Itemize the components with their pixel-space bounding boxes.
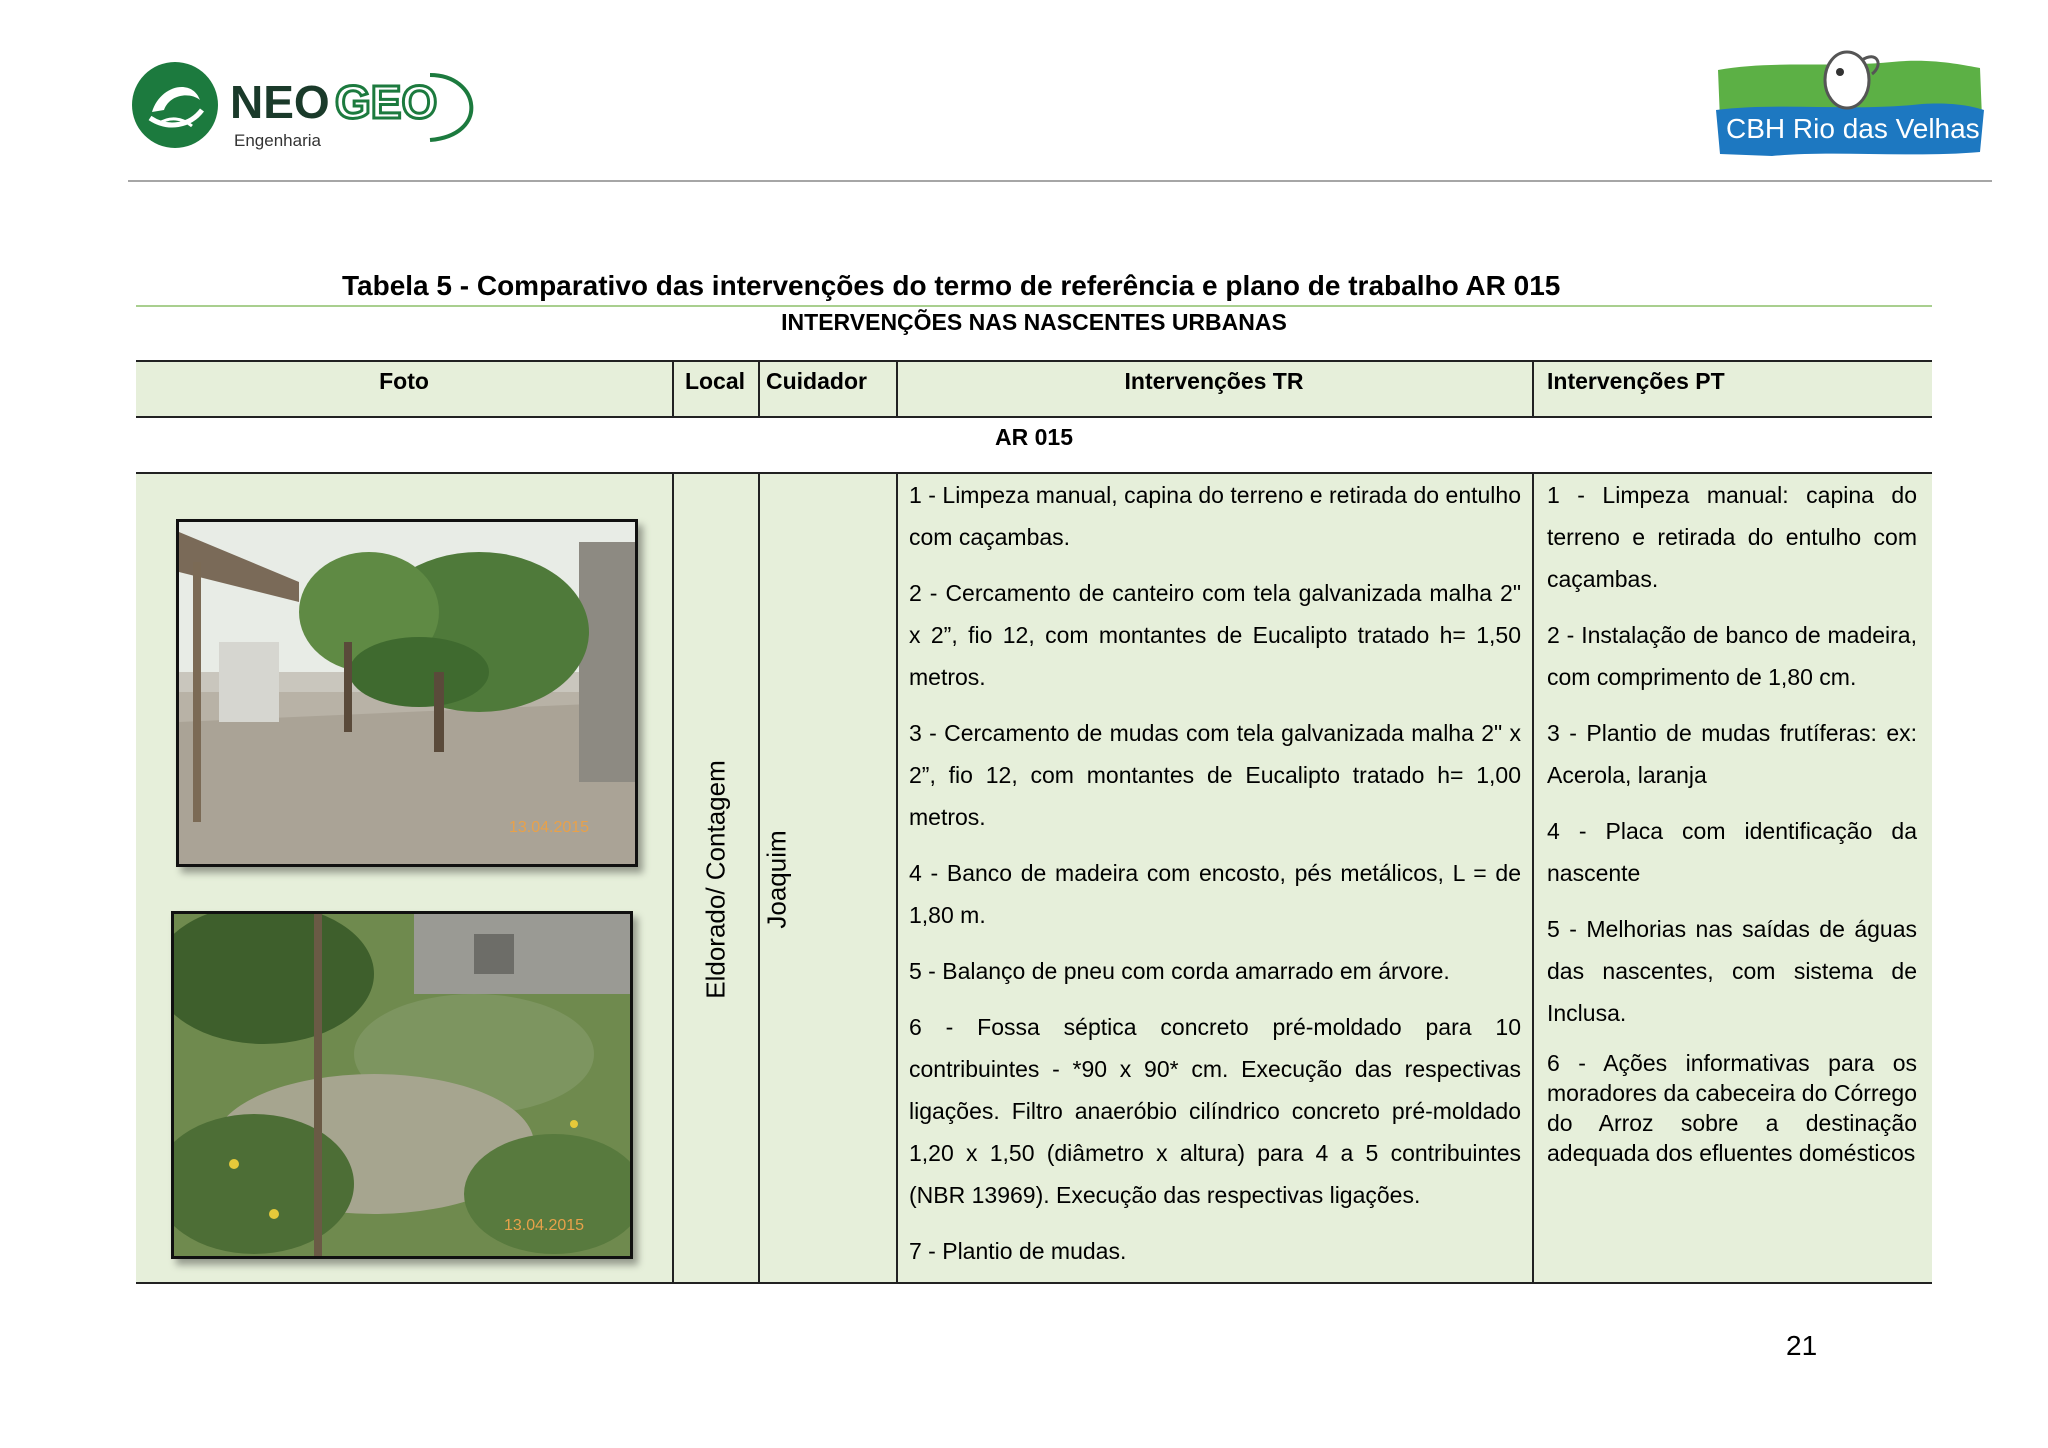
svg-text:CBH Rio das Velhas: CBH Rio das Velhas [1726, 113, 1980, 144]
header-local: Local [684, 368, 746, 394]
table-header-row [136, 360, 1932, 418]
tr-item-7: 7 - Plantio de mudas. [909, 1238, 1127, 1264]
comparison-table [136, 360, 1932, 1284]
photo-2-date-stamp: 13.04.2015 [504, 1217, 585, 1234]
photo-1-date-stamp: 13.04.2015 [509, 819, 590, 836]
tr-item-2: 2 - Cercamento de canteiro com tela galvanizada malha 2" x 2”, fio 12, com montantes de Eucalipto tratado h= 1,50 metros. [909, 580, 1521, 690]
pt-item-4: 4 - Placa com identificação da nascente [1547, 818, 1917, 886]
tr-item-1: 1 - Limpeza manual, capina do terreno e retirada do entulho com caçambas. [909, 482, 1521, 550]
pt-item-3: 3 - Plantio de mudas frutíferas: ex: Acerola, laranja [1547, 720, 1917, 788]
section-label: AR 015 [995, 424, 1073, 450]
table-title: Tabela 5 - Comparativo das intervenções do termo de referência e plano de trabalho AR 015 [342, 270, 1561, 301]
tr-item-6: 6 - Fossa séptica concreto pré-moldado para 10 contribuintes - *90 x 90* cm. Execução das respectivas ligações. Filtro anaeróbio cilíndrico concreto pré-moldado 1,20 x 1,50 (diâmetro x altura) para 4 a 5 contribuintes (NBR 13969). Execução das respectivas ligações. [909, 1014, 1521, 1208]
svg-text:Engenharia: Engenharia [234, 131, 321, 150]
site-photo-1 [176, 519, 638, 867]
pt-item-1: 1 - Limpeza manual: capina do terreno e retirada do entulho com caçambas. [1547, 482, 1917, 592]
title-underline [136, 305, 1932, 307]
header-intervencoes-pt: Intervenções PT [1547, 368, 1725, 394]
pt-item-5: 5 - Melhorias nas saídas de águas das nascentes, com sistema de Inclusa. [1547, 916, 1917, 1026]
header-foto: Foto [379, 368, 429, 394]
intervencoes-tr-list [909, 474, 1521, 1286]
site-photo-2 [171, 911, 633, 1259]
page-number: 21 [1786, 1330, 1818, 1361]
tr-item-4: 4 - Banco de madeira com encosto, pés metálicos, L = de 1,80 m. [909, 860, 1521, 928]
cbh-rio-das-velhas-logo [1712, 40, 1987, 165]
section-row [136, 418, 1932, 474]
local-value: Eldorado/ Contagem [700, 760, 731, 999]
pt-item-2: 2 - Instalação de banco de madeira, com comprimento de 1,80 cm. [1547, 622, 1917, 690]
neogeo-logo [130, 60, 500, 160]
tr-item-5: 5 - Balanço de pneu com corda amarrado em árvore. [909, 958, 1450, 984]
table-row [136, 474, 1932, 1284]
table-subtitle: INTERVENÇÕES NAS NASCENTES URBANAS [781, 309, 1287, 335]
header-divider [128, 180, 1992, 182]
svg-text:GEO: GEO [335, 76, 438, 128]
header-intervencoes-tr: Intervenções TR [1124, 368, 1304, 394]
intervencoes-pt-list [1547, 474, 1917, 1182]
pt-item-6: 6 - Ações informativas para os moradores da cabeceira do Córrego do Arroz sobre a destinação adequada dos efluentes domésticos [1547, 1050, 1917, 1166]
cuidador-value: Joaquim [761, 830, 792, 929]
tr-item-3: 3 - Cercamento de mudas com tela galvanizada malha 2" x 2”, fio 12, com montantes de Eucalipto tratado h= 1,00 metros. [909, 720, 1521, 830]
header-cuidador: Cuidador [766, 368, 867, 394]
svg-text:NEO: NEO [230, 76, 330, 128]
